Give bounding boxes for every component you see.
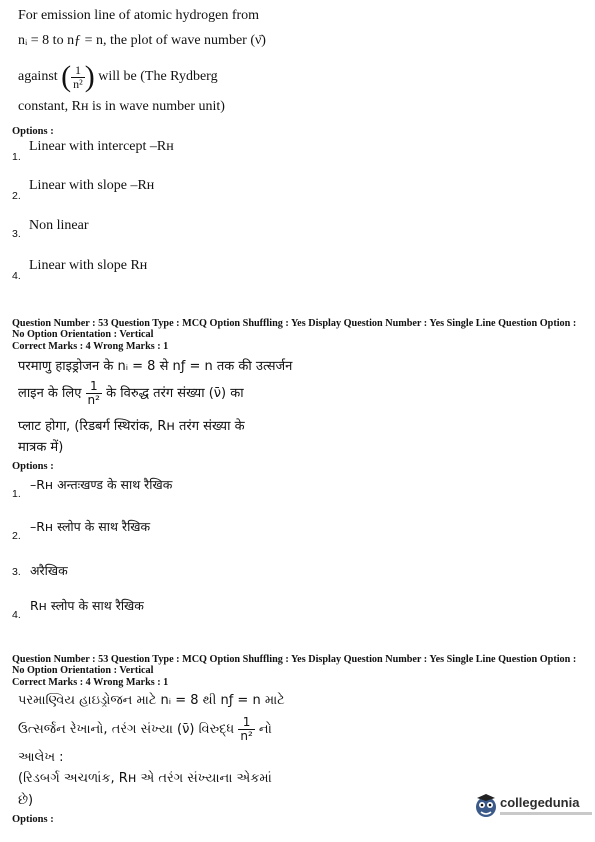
q2-option-4-number: 4. (12, 609, 21, 621)
q1-line1: For emission line of atomic hydrogen from (18, 8, 260, 23)
q2-option-2[interactable]: –Rʜ स्लोप के साथ रैखिक (30, 519, 151, 534)
q2-meta-line2: No Option Orientation : Vertical (12, 329, 154, 340)
q2-option-1-number: 1. (12, 488, 21, 500)
q3-line1: પરમાણ્વિય હાઇડ્રોજન માટે nᵢ = 8 થી nƒ = n માટે (18, 693, 285, 708)
q2-line2-start: लाइन के लिए (18, 386, 82, 401)
q3-line2 (18, 716, 272, 743)
q2-options-label: Options : (12, 461, 54, 472)
q3-meta-line2: No Option Orientation : Vertical (12, 665, 154, 676)
q3-line3: આલેખ : (18, 750, 64, 765)
logo-text: collegedunia (500, 795, 580, 810)
q1-option-2-number: 2. (12, 190, 21, 202)
q1-option-3-number: 3. (12, 228, 21, 240)
q3-line4: (રિડબર્ગ અચળાંક, Rʜ એ તરંગ સંખ્યાના એકમાં (18, 771, 272, 786)
q2-option-3-number: 3. (12, 566, 21, 578)
q1-will-be: will be (The Rydberg (98, 69, 218, 85)
q1-options-label: Options : (12, 126, 54, 137)
q2-line3: प्लाट होगा, (रिडबर्ग स्थिरांक, Rʜ तरंग संख्या के (18, 419, 245, 434)
q2-marks: Correct Marks : 4 Wrong Marks : 1 (12, 341, 169, 352)
q1-line2: nᵢ = 8 to nƒ = n, the plot of wave number (ν̄) (18, 33, 266, 48)
q1-line4: constant, Rʜ is in wave number unit) (18, 99, 225, 114)
q2-line2 (18, 380, 244, 407)
logo-tagline (500, 812, 592, 815)
q3-line2-start: ઉત્સર્જન રેખાનો, તરંગ સંખ્યા (ν̄) વિરુદ્ધ (18, 722, 235, 737)
q1-against: against (18, 69, 58, 85)
q1-option-1-number: 1. (12, 151, 21, 163)
q1-option-4-number: 4. (12, 270, 21, 282)
q2-line1: परमाणु हाइड्रोजन के nᵢ = 8 से nƒ = n तक की उत्सर्जन (18, 359, 293, 374)
q2-option-4[interactable]: Rʜ स्लोप के साथ रैखिक (30, 598, 144, 613)
q2-line2-end: के विरुद्ध तरंग संख्या (ν̄) का (106, 386, 244, 401)
collegedunia-logo (474, 793, 594, 833)
q3-fraction: $\frac{1}{\text{n²}}$ (240, 715, 253, 743)
q1-option-3[interactable]: Non linear (29, 218, 89, 233)
q3-options-label: Options : (12, 814, 54, 825)
q3-marks: Correct Marks : 4 Wrong Marks : 1 (12, 677, 169, 688)
q1-option-2[interactable]: Linear with slope –Rʜ (29, 178, 155, 193)
q2-option-3[interactable]: अरैखिक (30, 563, 68, 578)
q1-option-4[interactable]: Linear with slope Rʜ (29, 258, 148, 273)
q3-line5: છે) (18, 793, 34, 808)
q3-meta-line1: Question Number : 53 Question Type : MCQ Option Shuffling : Yes Display Question Number : Yes Single Line Question Option : (12, 654, 577, 665)
q2-option-1[interactable]: –Rʜ अन्तःखण्ड के साथ रैखिक (30, 477, 173, 492)
q2-option-2-number: 2. (12, 530, 21, 542)
q1-fraction: $\frac{1}{\text{n²}}$ (73, 62, 83, 91)
q2-line4: मात्रक में) (18, 440, 64, 455)
q2-meta-line1: Question Number : 53 Question Type : MCQ Option Shuffling : Yes Display Question Number : Yes Single Line Question Option : (12, 318, 577, 329)
q1-option-1[interactable]: Linear with intercept –Rʜ (29, 139, 174, 154)
q2-fraction: $\frac{1}{\text{n²}}$ (87, 379, 100, 407)
q3-line2-end: નો (258, 722, 272, 737)
q1-line3: against ( $\frac{1}{\text{n²}}$ ) will be (The Rydberg (18, 60, 218, 93)
mascot-icon (474, 793, 498, 819)
